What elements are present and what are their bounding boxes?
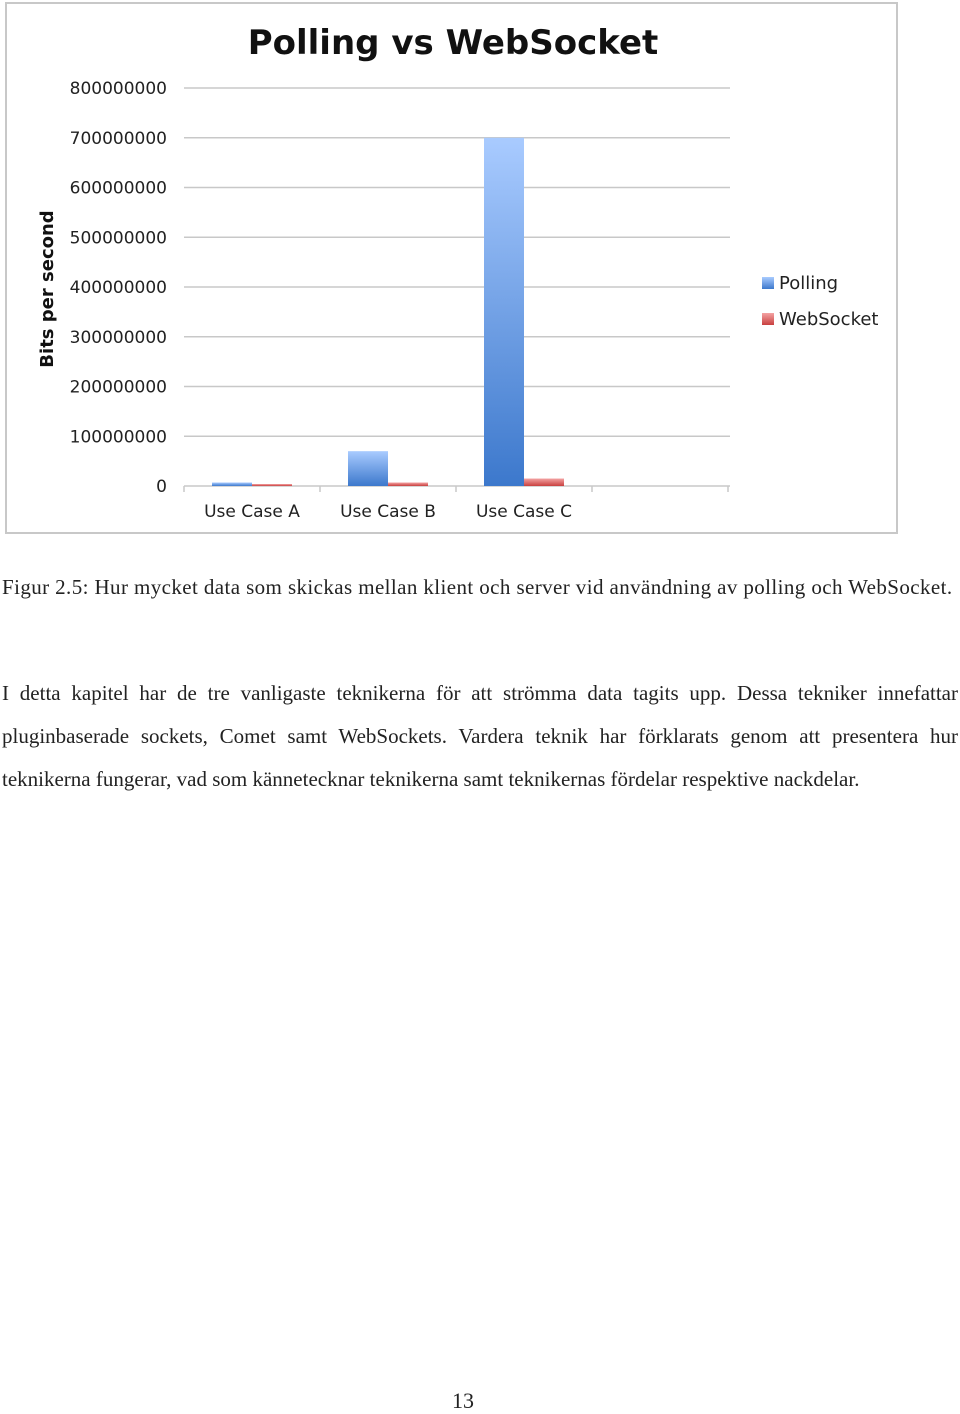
bar-polling [212, 483, 252, 486]
y-tick-label: 800000000 [69, 79, 167, 99]
body-paragraph: I detta kapitel har de tre vanligaste teknikerna för att strömma data tagits upp. Dessa tekniker innefattar pluginbaserade sockets, Comet samt WebSockets. Vardera teknik har förklarats genom att presentera hur teknikerna fungerar, vad som kännetecknar teknikerna samt teknikernas fördelar respektive nackdelar. [2, 681, 958, 791]
bar-websocket [388, 483, 428, 486]
y-tick-label: 700000000 [69, 128, 167, 149]
y-tick-label: 400000000 [69, 278, 167, 298]
chart-container [5, 2, 898, 534]
y-tick-label: 300000000 [69, 327, 167, 348]
bar-websocket [524, 479, 564, 486]
y-tick-label: 100000000 [69, 427, 167, 448]
legend-swatch-polling [762, 277, 774, 289]
bar-chart [7, 4, 896, 532]
page-number: 13 [452, 1388, 474, 1413]
x-tick-label: Use Case B [340, 502, 436, 522]
legend-label-polling: Polling [779, 273, 839, 294]
y-tick-label: 600000000 [69, 178, 167, 199]
figure-caption: Figur 2.5: Hur mycket data som skickas mellan klient och server vid användning av polling och WebSocket. [2, 575, 953, 599]
bar-websocket [252, 484, 292, 486]
bar-polling [484, 138, 524, 486]
x-tick-label: Use Case C [475, 502, 573, 522]
y-tick-label: 200000000 [69, 377, 167, 398]
bar-polling [348, 451, 388, 486]
y-tick-label: 500000000 [69, 228, 167, 249]
legend-swatch-websocket [762, 313, 774, 325]
x-tick-label: Use Case A [204, 502, 300, 522]
legend-label-websocket: WebSocket [779, 309, 879, 330]
legend [762, 273, 879, 330]
y-axis-label: Bits per second [37, 210, 58, 368]
y-tick-label: 0 [156, 477, 167, 497]
chart-title: Polling vs WebSocket [247, 23, 659, 63]
